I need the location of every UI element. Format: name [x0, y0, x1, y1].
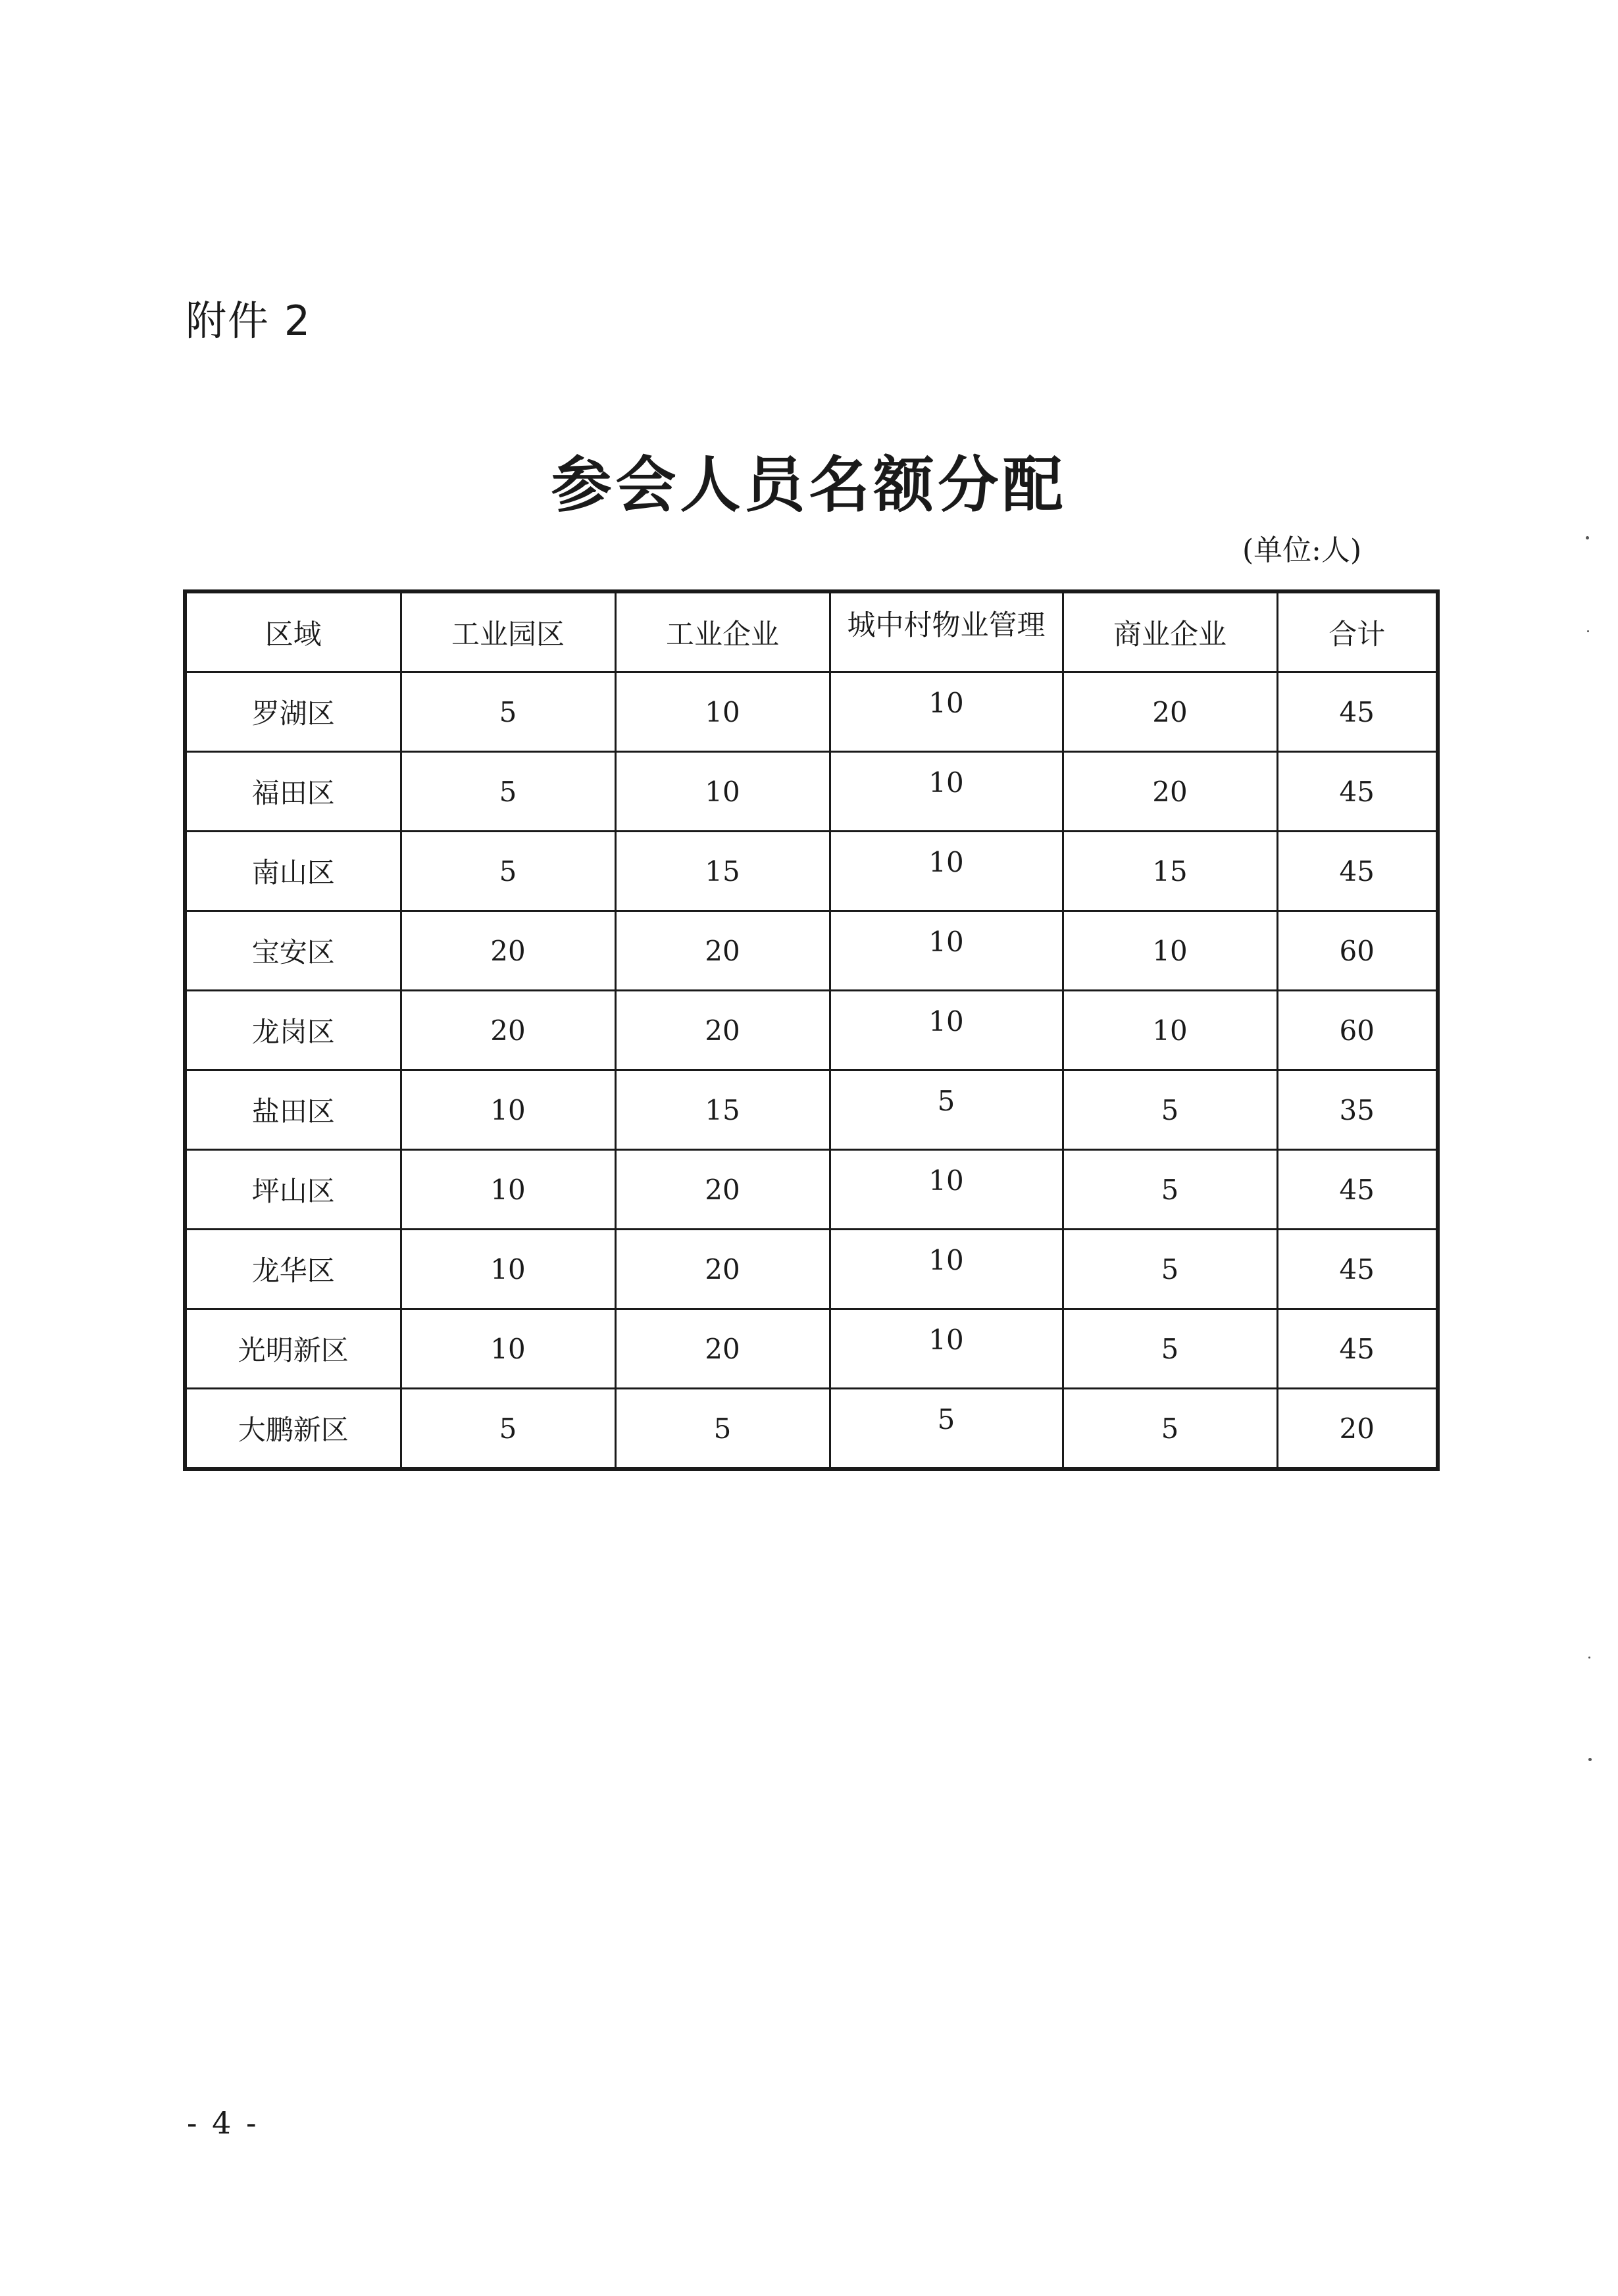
cell-industrial-park: 5 [401, 672, 615, 752]
cell-urban-village-property [830, 1309, 1063, 1389]
table-row [185, 991, 1438, 1070]
cell-industrial-enterprise: 20 [615, 1230, 830, 1309]
document-title: 参会人员名额分配 [551, 449, 1067, 520]
cell-industrial-enterprise: 5 [615, 1389, 830, 1470]
cell-urban-village-property [830, 832, 1063, 911]
cell-commercial-enterprise: 10 [1063, 911, 1277, 991]
cell-value: 10 [928, 1005, 964, 1037]
cell-urban-village-property [830, 1150, 1063, 1230]
cell-urban-village-property [830, 672, 1063, 752]
cell-region: 盐田区 [185, 1070, 401, 1150]
table-row [185, 1309, 1438, 1389]
cell-value: 10 [928, 925, 964, 958]
cell-commercial-enterprise: 20 [1063, 672, 1277, 752]
table-row [185, 672, 1438, 752]
cell-region: 福田区 [185, 752, 401, 832]
cell-total: 45 [1277, 1150, 1438, 1230]
header-urban-village-property [830, 591, 1063, 672]
cell-commercial-enterprise: 5 [1063, 1070, 1277, 1150]
cell-industrial-enterprise: 20 [615, 911, 830, 991]
cell-commercial-enterprise: 5 [1063, 1389, 1277, 1470]
table-row [185, 1070, 1438, 1150]
scan-speck [1586, 536, 1589, 539]
cell-commercial-enterprise: 15 [1063, 832, 1277, 911]
cell-urban-village-property [830, 1070, 1063, 1150]
cell-industrial-enterprise: 20 [615, 1309, 830, 1389]
attachment-label: 附件 2 [186, 297, 312, 345]
cell-total: 35 [1277, 1070, 1438, 1150]
scan-speck [1588, 1758, 1592, 1761]
cell-industrial-park: 10 [401, 1309, 615, 1389]
unit-note: (单位:人) [1242, 534, 1362, 567]
cell-industrial-park: 10 [401, 1230, 615, 1309]
cell-urban-village-property [830, 1230, 1063, 1309]
header-region: 区域 [185, 591, 401, 672]
table-row [185, 1389, 1438, 1470]
header-total: 合计 [1277, 591, 1438, 672]
cell-value: 10 [928, 845, 964, 878]
cell-industrial-park: 20 [401, 911, 615, 991]
cell-commercial-enterprise: 5 [1063, 1309, 1277, 1389]
cell-urban-village-property [830, 991, 1063, 1070]
table-row [185, 911, 1438, 991]
cell-industrial-park: 5 [401, 752, 615, 832]
header-industrial-enterprise: 工业企业 [615, 591, 830, 672]
table-row [185, 832, 1438, 911]
cell-region: 宝安区 [185, 911, 401, 991]
cell-commercial-enterprise: 10 [1063, 991, 1277, 1070]
table-row [185, 1230, 1438, 1309]
cell-value: 10 [928, 1243, 964, 1276]
cell-commercial-enterprise: 5 [1063, 1230, 1277, 1309]
cell-value: 5 [937, 1084, 955, 1117]
cell-total: 45 [1277, 832, 1438, 911]
cell-urban-village-property [830, 752, 1063, 832]
cell-region: 龙岗区 [185, 991, 401, 1070]
cell-industrial-park: 10 [401, 1070, 615, 1150]
cell-region: 罗湖区 [185, 672, 401, 752]
page-number: - 4 - [187, 2105, 259, 2141]
cell-value: 5 [937, 1403, 955, 1435]
cell-industrial-park: 5 [401, 1389, 615, 1470]
cell-industrial-enterprise: 10 [615, 752, 830, 832]
quota-table [183, 589, 1440, 1471]
cell-value: 10 [928, 686, 964, 719]
cell-commercial-enterprise: 5 [1063, 1150, 1277, 1230]
cell-total: 60 [1277, 991, 1438, 1070]
cell-total: 45 [1277, 1230, 1438, 1309]
cell-total: 45 [1277, 1309, 1438, 1389]
cell-industrial-enterprise: 20 [615, 991, 830, 1070]
cell-value: 10 [928, 766, 964, 799]
cell-region: 南山区 [185, 832, 401, 911]
cell-region: 光明新区 [185, 1309, 401, 1389]
cell-total: 45 [1277, 672, 1438, 752]
cell-urban-village-property [830, 911, 1063, 991]
cell-industrial-park: 5 [401, 832, 615, 911]
scan-speck [1588, 1657, 1590, 1659]
cell-value: 10 [928, 1164, 964, 1197]
cell-value: 10 [928, 1323, 964, 1356]
header-commercial-enterprise: 商业企业 [1063, 591, 1277, 672]
cell-region: 大鹏新区 [185, 1389, 401, 1470]
table-header-row [185, 591, 1438, 672]
header-industrial-park: 工业园区 [401, 591, 615, 672]
cell-total: 60 [1277, 911, 1438, 991]
cell-region: 龙华区 [185, 1230, 401, 1309]
cell-industrial-enterprise: 10 [615, 672, 830, 752]
cell-industrial-park: 10 [401, 1150, 615, 1230]
cell-urban-village-property [830, 1389, 1063, 1470]
scan-speck [1587, 630, 1589, 632]
table-row [185, 752, 1438, 832]
cell-total: 45 [1277, 752, 1438, 832]
cell-total: 20 [1277, 1389, 1438, 1470]
cell-region: 坪山区 [185, 1150, 401, 1230]
cell-industrial-enterprise: 15 [615, 832, 830, 911]
cell-industrial-park: 20 [401, 991, 615, 1070]
table-row [185, 1150, 1438, 1230]
cell-industrial-enterprise: 15 [615, 1070, 830, 1150]
header-urban-village-property-label: 城中村物业管理 [847, 609, 1046, 642]
cell-commercial-enterprise: 20 [1063, 752, 1277, 832]
cell-industrial-enterprise: 20 [615, 1150, 830, 1230]
